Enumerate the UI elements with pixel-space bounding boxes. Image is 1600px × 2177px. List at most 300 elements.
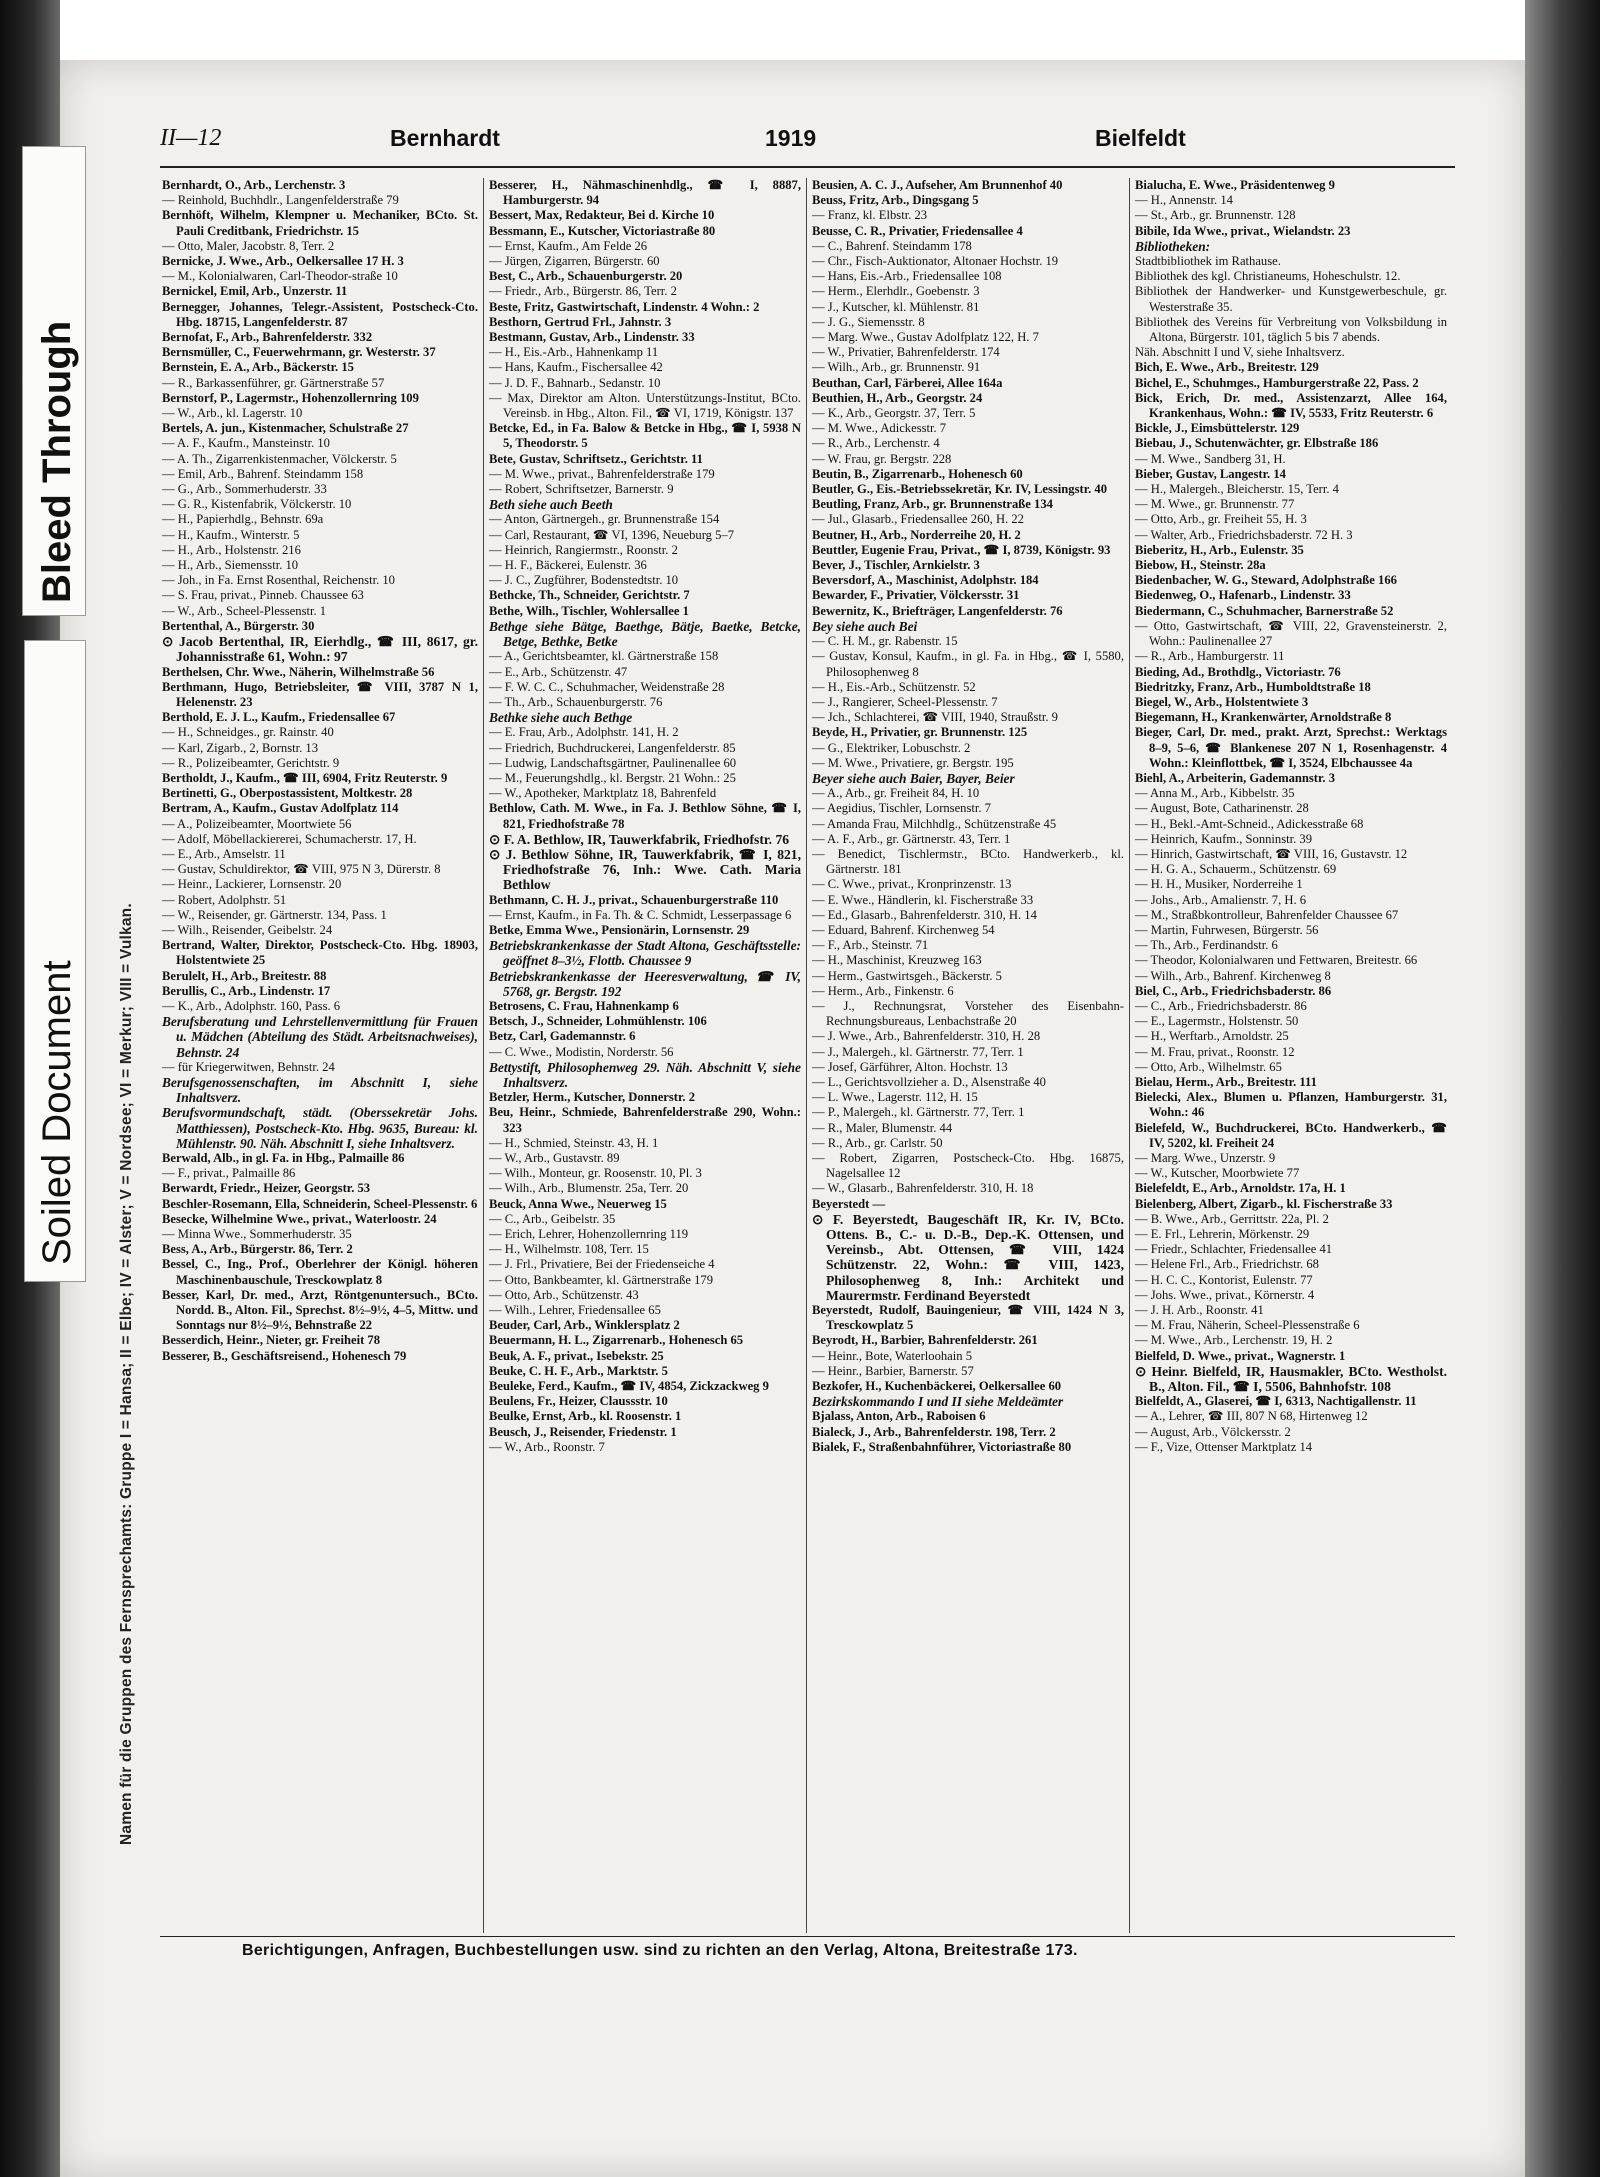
directory-entry: — Chr., Fisch-Auktionator, Altonaer Hochstr. 19 [812, 254, 1059, 269]
directory-entry: — H., Bekl.-Amt-Schneid., Adickesstraße 68 [1135, 816, 1364, 831]
directory-entry: Bieberitz, H., Arb., Eulenstr. 35 [1135, 542, 1304, 557]
directory-entry: — G. R., Kistenfabrik, Völckerstr. 10 [162, 497, 352, 512]
directory-entry: — E., Arb., Schützenstr. 47 [489, 664, 628, 679]
directory-entry: — W., Arb., kl. Lagerstr. 10 [162, 406, 303, 421]
directory-entry: — Eduard, Bahrenf. Kirchenweg 54 [812, 922, 995, 937]
directory-entry: — Marg. Wwe., Unzerstr. 9 [1135, 1151, 1276, 1165]
directory-entry: — W. Frau, gr. Bergstr. 228 [812, 451, 952, 466]
directory-entry: Biedenweg, O., Hafenarb., Lindenstr. 33 [1135, 588, 1351, 603]
directory-entry: Bibile, Ida Wwe., privat., Wielandstr. 23 [1135, 223, 1351, 238]
directory-entry: — J., Rechnungsrat, Vorsteher des Eisenbahn-Rechnungsbureaus, Lenbachstraße 20 [812, 998, 1124, 1029]
directory-entry: — Franz, kl. Elbstr. 23 [812, 208, 928, 223]
directory-entry: Beulens, Fr., Heizer, Claussstr. 10 [489, 1394, 668, 1409]
directory-entry: — H., Maschinist, Kreuzweg 163 [812, 953, 982, 968]
directory-entry: Bieding, Ad., Brothdlg., Victoriastr. 76 [1135, 664, 1341, 679]
directory-entry: Biegemann, H., Krankenwärter, Arnoldstraße 8 [1135, 710, 1392, 725]
directory-entry: Beuk, A. F., privat., Isebekstr. 25 [489, 1348, 664, 1363]
publisher-note: Berichtigungen, Anfragen, Buchbestellungen usw. sind zu richten an den Verlag, Altona, Breitestraße 173. [242, 1942, 1078, 1959]
directory-entry: — R., Maler, Blumenstr. 44 [812, 1120, 953, 1135]
directory-entry: Beuthien, H., Arb., Georgstr. 24 [812, 390, 983, 405]
directory-entry: — J. C., Zugführer, Bodenstedtstr. 10 [489, 573, 679, 588]
directory-entry: Beyerstedt — [812, 1196, 886, 1211]
advertisement-entry: ⊙ J. Bethlow Söhne, IR, Tauwerkfabrik, ☎ I, 821, Friedhofstraße 76, Inh.: Wwe. Cath. Maria Bethlow [489, 846, 801, 893]
directory-entry: — für Kriegerwitwen, Behnstr. 24 [162, 1059, 335, 1074]
directory-entry: — G., Arb., Sommerhuderstr. 33 [162, 482, 327, 497]
directory-entry: — H. C. C., Kontorist, Eulenstr. 77 [1135, 1272, 1313, 1287]
directory-entry: — H. G. A., Schauerm., Schützenstr. 69 [1135, 862, 1337, 877]
directory-entry: — F., privat., Palmaille 86 [162, 1166, 296, 1181]
directory-entry: Bialucha, E. Wwe., Präsidentenweg 9 [1135, 178, 1335, 192]
section-heading: Berufsvormundschaft, städt. (Oberssekretär Johs. Matthiessen), Postscheck-Kto. Hbg. 9635, Bureau: kl. Mühlenstr. 90. Näh. Abschnitt I, siehe Inhaltsverz. [162, 1105, 478, 1151]
directory-entry: Besecke, Wilhelmine Wwe., privat., Waterloostr. 24 [162, 1211, 437, 1226]
directory-entry: — M. Wwe., privat., Bahrenfelderstraße 179 [489, 466, 715, 481]
directory-entry: — R., Arb., gr. Carlstr. 50 [812, 1135, 943, 1150]
section-heading: Bethke siehe auch Bethge [489, 710, 633, 726]
directory-entry: Biedenbacher, W. G., Steward, Adolphstraße 166 [1135, 573, 1397, 588]
directory-entry: Betsch, J., Schneider, Lohmühlenstr. 106 [489, 1014, 707, 1029]
directory-entry: — F., Vize, Ottenser Marktplatz 14 [1135, 1439, 1313, 1454]
page-number: II—12 [160, 125, 222, 151]
directory-entry: — Marg. Wwe., Gustav Adolfplatz 122, H. 7 [812, 330, 1039, 345]
directory-entry: — August, Bote, Catharinenstr. 28 [1135, 801, 1309, 816]
directory-entry: Bichel, E., Schuhmges., Hamburgerstraße 22, Pass. 2 [1135, 375, 1419, 390]
section-heading: Beyer siehe auch Baier, Bayer, Beier [812, 770, 1015, 786]
section-heading: Bettystift, Philosophenweg 29. Näh. Abschnitt V, siehe Inhaltsverz. [489, 1059, 801, 1090]
directory-entry: — Friedr., Arb., Bürgerstr. 86, Terr. 2 [489, 284, 677, 299]
directory-entry: — Wilh., Reisender, Geibelstr. 24 [162, 922, 333, 937]
directory-entry: — W., Reisender, gr. Gärtnerstr. 134, Pass. 1 [162, 907, 387, 922]
directory-entry: — Otto, Maler, Jacobstr. 8, Terr. 2 [162, 238, 335, 253]
directory-entry: Bertram, A., Kaufm., Gustav Adolfplatz 114 [162, 801, 399, 816]
directory-entry: — Herm., Gastwirtsgeh., Bäckerstr. 5 [812, 968, 1002, 983]
directory-entry: — H., Schneidges., gr. Rainstr. 40 [162, 725, 334, 740]
directory-entry: Berwardt, Friedr., Heizer, Georgstr. 53 [162, 1181, 371, 1196]
directory-entry: — Amanda Frau, Milchhdlg., Schützenstraße 45 [812, 816, 1057, 831]
directory-entry: — E. Wwe., Händlerin, kl. Fischerstraße 33 [812, 892, 1034, 907]
directory-entry: — Jürgen, Zigarren, Bürgerstr. 60 [489, 254, 660, 269]
directory-entry: — A. Th., Zigarrenkistenmacher, Völckerstr. 5 [162, 451, 397, 466]
directory-entry: Bielfeldt, A., Glaserei, ☎ I, 6313, Nachtigallenstr. 11 [1135, 1394, 1417, 1409]
section-heading: Bibliotheken: [1135, 238, 1211, 254]
directory-entry: — Hinrich, Gastwirtschaft, ☎ VIII, 16, Gustavstr. 12 [1135, 846, 1408, 861]
directory-entry: Beutner, H., Arb., Norderreihe 20, H. 2 [812, 527, 1021, 542]
left-keyword: Bernhardt [390, 125, 500, 151]
directory-entry: Beuermann, H. L., Zigarrenarb., Hohenesch 65 [489, 1333, 744, 1348]
directory-entry: — H., Arb., Siemensstr. 10 [162, 558, 299, 573]
directory-entry: Bertrand, Walter, Direktor, Postscheck-Cto. Hbg. 18903, Holstentwiete 25 [162, 938, 478, 968]
directory-entry: Stadtbibliothek im Rathause. [1135, 254, 1281, 269]
directory-entry: Bewarder, F., Privatier, Völckersstr. 31 [812, 588, 1020, 603]
section-heading: Bey siehe auch Bei [812, 618, 918, 634]
directory-entry: — Martin, Fuhrwesen, Bürgerstr. 56 [1135, 922, 1319, 937]
directory-entry: Beversdorf, A., Maschinist, Adolphstr. 184 [812, 573, 1039, 588]
directory-entry: — Th., Arb., Ferdinandstr. 6 [1135, 938, 1278, 953]
directory-entry: — H., Schmied, Steinstr. 43, H. 1 [489, 1135, 659, 1150]
directory-entry: — A. F., Arb., gr. Gärtnerstr. 43, Terr. 1 [812, 831, 1011, 846]
directory-entry: — J., Rangierer, Scheel-Plessenstr. 7 [812, 694, 998, 709]
directory-entry: Beyrodt, H., Barbier, Bahrenfelderstr. 261 [812, 1333, 1038, 1348]
directory-entry: Bialek, F., Straßenbahnführer, Victoriastraße 80 [812, 1439, 1072, 1454]
directory-entry: — B. Wwe., Arb., Gerrittstr. 22a, Pl. 2 [1135, 1211, 1329, 1226]
directory-entry: Berullis, C., Arb., Lindenstr. 17 [162, 983, 331, 998]
directory-entry: — H., Wilhelmstr. 108, Terr. 15 [489, 1242, 649, 1257]
advertisement-entry: ⊙ F. Beyerstedt, Baugeschäft IR, Kr. IV, BCto. Ottens. B., C.- u. D.-B., Dep.-K. Ottensen, und Vereinsb., Abt. Ottensen, ☎ VIII, 1424 Schützenstr. 22, Wohn.: ☎ VIII, 1423, Philosophenweg 8, Inh.: Architekt und Maurermstr. Ferdinand Beyerstedt [812, 1211, 1124, 1303]
directory-entry: — Friedrich, Buchdruckerei, Langenfelderstr. 85 [489, 740, 736, 755]
directory-entry: Beste, Fritz, Gastwirtschaft, Lindenstr. 4 Wohn.: 2 [489, 299, 760, 314]
directory-entry: — Reinhold, Buchhdlr., Langenfelderstraße 79 [162, 193, 399, 208]
directory-entry: — A. F., Kaufm., Mansteinstr. 10 [162, 436, 330, 451]
directory-entry: Betrosens, C. Frau, Hahnenkamp 6 [489, 998, 679, 1013]
directory-entry: — Ernst, Kaufm., in Fa. Th. & C. Schmidt, Lesserpassage 6 [489, 907, 792, 922]
directory-entry: Beuck, Anna Wwe., Neuerweg 15 [489, 1196, 667, 1211]
directory-entry: Bewernitz, K., Briefträger, Langenfelderstr. 76 [812, 603, 1063, 618]
directory-entry: — Otto, Arb., gr. Freiheit 55, H. 3 [1135, 512, 1307, 527]
section-heading: Betriebskrankenkasse der Stadt Altona, Geschäftsstelle: geöffnet 8–3½, Flottb. Chaussee 9 [489, 938, 801, 969]
section-heading: Beth siehe auch Beeth [489, 497, 613, 513]
directory-entry: — M. Frau, Näherin, Scheel-Plessenstraße 6 [1135, 1318, 1360, 1333]
directory-entry: — R., Polizeibeamter, Gerichtstr. 9 [162, 755, 340, 770]
directory-entry: — M. Wwe., Privatiere, gr. Bergstr. 195 [812, 755, 1014, 770]
directory-entry: — H., Arb., Holstenstr. 216 [162, 542, 301, 557]
directory-entry: — Ludwig, Landschaftsgärtner, Paulinenallee 60 [489, 755, 737, 770]
directory-entry: Bich, E. Wwe., Arb., Breitestr. 129 [1135, 360, 1319, 375]
directory-entry: — Wilh., Monteur, gr. Roosenstr. 10, Pl. 3 [489, 1166, 702, 1181]
directory-entry: Bernstorf, P., Lagermstr., Hohenzollernring 109 [162, 390, 419, 405]
directory-entry: — Herm., Arb., Finkenstr. 6 [812, 983, 954, 998]
directory-entry: — Johs. Wwe., privat., Körnerstr. 4 [1135, 1287, 1315, 1302]
scan-shadow-right [1525, 0, 1600, 2177]
directory-entry: — M. Wwe., gr. Brunnenstr. 77 [1135, 497, 1295, 512]
directory-entry: Bick, Erich, Dr. med., Assistenzarzt, Allee 164, Krankenhaus, Wohn.: ☎ IV, 5533, Fritz Reuterstr. 6 [1135, 390, 1447, 421]
directory-entry: — L., Gerichtsvollzieher a. D., Alsenstraße 40 [812, 1074, 1046, 1089]
directory-entry: — L. Wwe., Lagerstr. 112, H. 15 [812, 1090, 978, 1105]
directory-column-3 [806, 178, 1129, 1933]
directory-entry: — H., Eis.-Arb., Schützenstr. 52 [812, 679, 976, 694]
directory-entry: Beschler-Rosemann, Ella, Schneiderin, Scheel-Plessenstr. 6 [162, 1196, 478, 1211]
directory-entry: — Max, Direktor am Alton. Unterstützungs-Institut, BCto. Vereinsb. in Hbg., Alton. Fil., ☎ VI, 1719, Königstr. 137 [489, 390, 801, 421]
directory-entry: Bjalass, Anton, Arb., Raboisen 6 [812, 1409, 986, 1424]
directory-entry: Bieber, Gustav, Langestr. 14 [1135, 466, 1286, 481]
directory-entry: — H., Annenstr. 14 [1135, 193, 1233, 208]
directory-entry: — Ed., Glasarb., Bahrenfelderstr. 310, H. 14 [812, 907, 1037, 922]
directory-entry: — Robert, Schriftsetzer, Barnerstr. 9 [489, 482, 674, 497]
directory-entry: Bever, J., Tischler, Arnkielstr. 3 [812, 558, 980, 573]
directory-entry: Besserdich, Heinr., Nieter, gr. Freiheit 78 [162, 1333, 381, 1348]
directory-entry: Bielenberg, Albert, Zigarb., kl. Fischerstraße 33 [1135, 1196, 1393, 1211]
directory-entry: — J. Frl., Privatiere, Bei der Friedenseiche 4 [489, 1257, 715, 1272]
directory-entry: Biehl, A., Arbeiterin, Gademannstr. 3 [1135, 770, 1335, 785]
directory-entry: — J. Wwe., Arb., Bahrenfelderstr. 310, H. 28 [812, 1029, 1041, 1044]
directory-entry: Beuleke, Ferd., Kaufm., ☎ IV, 4854, Zickzackweg 9 [489, 1379, 769, 1394]
section-heading: Betriebskrankenkasse der Heeresverwaltung, ☎ IV, 5768, gr. Bergstr. 192 [489, 968, 801, 999]
directory-entry: — Gustav, Konsul, Kaufm., in gl. Fa. in Hbg., ☎ I, 5580, Philosophenweg 8 [812, 649, 1124, 679]
directory-entry: — Herm., Elerhdlr., Goebenstr. 3 [812, 284, 980, 299]
directory-entry: — M. Wwe., Sandberg 31, H. [1135, 451, 1286, 466]
directory-entry: — R., Arb., Hamburgerstr. 11 [1135, 649, 1285, 664]
edition-year: 1919 [765, 125, 817, 151]
directory-entry: — Friedr., Schlachter, Friedensallee 41 [1135, 1242, 1333, 1257]
directory-entry: Bielefeldt, E., Arb., Arnoldstr. 17a, H. 1 [1135, 1181, 1346, 1196]
directory-entry: — Gustav, Schuldirektor, ☎ VIII, 975 N 3, Dürerstr. 8 [162, 862, 441, 877]
directory-entry: — A., Lehrer, ☎ III, 807 N 68, Hirtenweg 12 [1135, 1409, 1368, 1424]
directory-entry: — M., Straßbkontrolleur, Bahrenfelder Chaussee 67 [1135, 907, 1399, 922]
directory-entry: Bernickel, Emil, Arb., Unzerstr. 11 [162, 284, 348, 299]
directory-entry: — F., Arb., Steinstr. 71 [812, 938, 929, 953]
directory-entry: Berthelsen, Chr. Wwe., Näherin, Wilhelmstraße 56 [162, 664, 435, 679]
directory-entry: Bialeck, J., Arb., Bahrenfelderstr. 198, Terr. 2 [812, 1424, 1056, 1439]
directory-entry: Bibliothek des Vereins für Verbreitung von Volksbildung in Altona, Bürgerstr. 101, täglich 5 bis 7 abends. [1135, 314, 1447, 345]
directory-entry: — Hans, Eis.-Arb., Friedensallee 108 [812, 269, 1002, 284]
directory-entry: Betcke, Ed., in Fa. Balow & Betcke in Hbg., ☎ I, 5938 N 5, Theodorstr. 5 [489, 421, 801, 451]
directory-entry: Bessert, Max, Redakteur, Bei d. Kirche 10 [489, 208, 715, 223]
directory-entry: — P., Malergeh., kl. Gärtnerstr. 77, Terr. 1 [812, 1105, 1025, 1120]
bleed-through-label-text: Bleed Through [35, 320, 79, 603]
directory-entry: Näh. Abschnitt I und V, siehe Inhaltsverz. [1135, 345, 1345, 360]
directory-entry: — Otto, Arb., Schützenstr. 43 [489, 1287, 639, 1302]
section-heading: Berufsberatung und Lehrstellenvermittlung für Frauen u. Mädchen (Abteilung des Städt. Arbeitsnachweises), Behnstr. 24 [162, 1014, 478, 1060]
directory-entry: — W., Glasarb., Bahrenfelderstr. 310, H. 18 [812, 1181, 1034, 1196]
directory-entry: — M. Wwe., Arb., Lerchenstr. 19, H. 2 [1135, 1333, 1333, 1348]
directory-entry: — W., Kutscher, Moorbwiete 77 [1135, 1166, 1300, 1181]
directory-entry: — M. Frau, privat., Roonstr. 12 [1135, 1044, 1295, 1059]
directory-entry: — Johs., Arb., Amalienstr. 7, H. 6 [1135, 892, 1307, 907]
directory-entry: — A., Polizeibeamter, Moortwiete 56 [162, 816, 352, 831]
directory-entry: Bernofat, F., Arb., Bahrenfelderstr. 332 [162, 330, 373, 345]
directory-entry: — Robert, Adolphstr. 51 [162, 892, 287, 907]
directory-entry: — M., Kolonialwaren, Carl-Theodor-straße 10 [162, 269, 398, 284]
directory-entry: — Minna Wwe., Sommerhuderstr. 35 [162, 1227, 352, 1242]
directory-entry: — W., Arb., Roonstr. 7 [489, 1439, 605, 1454]
advertisement-entry: ⊙ Heinr. Bielfeld, IR, Hausmakler, BCto. Westholst. B., Alton. Fil., ☎ I, 5506, Bahnhofstr. 108 [1135, 1363, 1447, 1395]
directory-column-1 [160, 178, 483, 1933]
directory-entry: — Hans, Kaufm., Fischersallee 42 [489, 360, 663, 375]
directory-entry: Bernicke, J. Wwe., Arb., Oelkersallee 17 H. 3 [162, 254, 404, 269]
directory-entry: — M., Feuerungshdlg., kl. Bergstr. 21 Wohn.: 25 [489, 770, 736, 785]
directory-entry: Besserer, H., Nähmaschinenhdlg., ☎ I, 8887, Hamburgerstr. 94 [489, 178, 801, 208]
directory-entry: — K., Arb., Adolphstr. 160, Pass. 6 [162, 998, 341, 1013]
directory-entry: — E. Frl., Lehrerin, Mörkenstr. 29 [1135, 1227, 1310, 1242]
telephone-groups-text: Namen für die Gruppen des Fernsprechamts: Gruppe I = Hansa; II = Elbe; IV = Alster; V = Nordsee; VI = Merkur; VIII = Vulkan. [118, 903, 135, 1845]
directory-entry: — Heinr., Barbier, Barnerstr. 57 [812, 1363, 974, 1378]
directory-entry: — Ernst, Kaufm., Am Felde 26 [489, 238, 648, 253]
directory-entry: — W., Apotheker, Marktplatz 18, Bahrenfeld [489, 786, 717, 801]
directory-entry: Beusse, C. R., Privatier, Friedensallee 4 [812, 223, 1023, 238]
directory-entry: — H. F., Bäckerei, Eulenstr. 36 [489, 558, 647, 573]
directory-entry: — Wilh., Arb., gr. Brunnenstr. 91 [812, 360, 981, 375]
directory-entry: — Carl, Restaurant, ☎ VI, 1396, Neueburg 5–7 [489, 527, 735, 542]
directory-entry: — H., Kaufm., Winterstr. 5 [162, 527, 300, 542]
section-heading: Bethge siehe Bätge, Baethge, Bätje, Baetke, Betcke, Betge, Bethke, Betke [489, 618, 801, 650]
directory-entry: — F. W. C. C., Schuhmacher, Weidenstraße 28 [489, 679, 725, 694]
directory-entry: Bielecki, Alex., Blumen u. Pflanzen, Hamburgerstr. 31, Wohn.: 46 [1135, 1090, 1447, 1120]
directory-entry: — St., Arb., gr. Brunnenstr. 128 [1135, 208, 1296, 223]
directory-entry: — Walter, Arb., Friedrichsbaderstr. 72 H. 3 [1135, 527, 1353, 542]
directory-entry: — C., Bahrenf. Steindamm 178 [812, 238, 972, 253]
directory-entry: Bethmann, C. H. J., privat., Schauenburgerstraße 110 [489, 892, 779, 907]
directory-entry: Bess, A., Arb., Bürgerstr. 86, Terr. 2 [162, 1242, 353, 1257]
soiled-document-label-text: Soiled Document [35, 960, 79, 1265]
directory-entry: — J., Malergeh., kl. Gärtnerstr. 77, Terr. 1 [812, 1044, 1024, 1059]
directory-entry: — Adolf, Möbellackiererei, Schumacherstr. 17, H. [162, 831, 417, 846]
directory-entry: Biebau, J., Schutenwächter, gr. Elbstraße 186 [1135, 436, 1379, 451]
directory-entry: Bessel, C., Ing., Prof., Oberlehrer der Königl. höheren Maschinenbauschule, Tresckowplatz 8 [162, 1257, 478, 1287]
directory-entry: — C., Arb., Friedrichsbaderstr. 86 [1135, 998, 1307, 1013]
directory-entry: — C. Wwe., privat., Kronprinzenstr. 13 [812, 877, 1012, 892]
directory-entry: — Otto, Gastwirtschaft, ☎ VIII, 22, Gravensteinerstr. 2, Wohn.: Paulinenallee 27 [1135, 618, 1447, 649]
directory-entry: Bete, Gustav, Schriftsetz., Gerichtstr. 11 [489, 451, 703, 466]
directory-entry: Beyerstedt, Rudolf, Bauingenieur, ☎ VIII, 1424 N 3, Tresckowplatz 5 [812, 1303, 1124, 1333]
directory-entry: Besthorn, Gertrud Frl., Jahnstr. 3 [489, 314, 672, 329]
directory-entry: — K., Arb., Georgstr. 37, Terr. 5 [812, 406, 976, 421]
directory-entry: — M. Wwe., Adickesstr. 7 [812, 421, 947, 436]
directory-entry: — C. Wwe., Modistin, Norderstr. 56 [489, 1044, 674, 1059]
directory-entry: — Heinr., Bote, Waterloohain 5 [812, 1348, 972, 1363]
advertisement-entry: ⊙ Jacob Bertenthal, IR, Eierhdlg., ☎ III, 8617, gr. Johannisstraße 61, Wohn.: 97 [162, 634, 478, 665]
directory-entry: — E. Frau, Arb., Adolphstr. 141, H. 2 [489, 725, 679, 740]
directory-entry: — Heinrich, Kaufm., Sonninstr. 39 [1135, 831, 1312, 846]
directory-entry: Biedermann, C., Schuhmacher, Barnerstraße 52 [1135, 603, 1394, 618]
directory-entry: — Emil, Arb., Bahrenf. Steindamm 158 [162, 466, 364, 481]
right-keyword: Bielfeldt [1095, 125, 1186, 151]
directory-entry: — Otto, Bankbeamter, kl. Gärtnerstraße 179 [489, 1272, 714, 1287]
directory-entry: Beusien, A. C. J., Aufseher, Am Brunnenhof 40 [812, 178, 1063, 192]
directory-entry: Beutler, G., Eis.-Betriebssekretär, Kr. IV, Lessingstr. 40 [812, 482, 1108, 497]
directory-entry: — S. Frau, privat., Pinneb. Chaussee 63 [162, 588, 364, 603]
directory-entry: Biel, C., Arb., Friedrichsbaderstr. 86 [1135, 983, 1332, 998]
directory-entry: Bielfeld, D. Wwe., privat., Wagnerstr. 1 [1135, 1348, 1346, 1363]
directory-entry: Bibliothek des kgl. Christianeums, Hoheschulstr. 12. [1135, 269, 1401, 284]
directory-entry: Berthold, E. J. L., Kaufm., Friedensallee 67 [162, 710, 396, 725]
directory-entry: Bezkofer, H., Kuchenbäckerei, Oelkersallee 60 [812, 1379, 1062, 1394]
telephone-groups-strip [118, 255, 142, 1845]
page-header [160, 125, 1455, 159]
directory-entry: Bernhardt, O., Arb., Lerchenstr. 3 [162, 178, 346, 192]
directory-entry: — Jul., Glasarb., Friedensallee 260, H. 22 [812, 512, 1024, 527]
directory-entry: — H., Malergeh., Bleicherstr. 15, Terr. 4 [1135, 482, 1339, 497]
directory-entry: — J. H. Arb., Roonstr. 41 [1135, 1303, 1264, 1318]
directory-entry: — Heinrich, Rangiermstr., Roonstr. 2 [489, 542, 678, 557]
directory-entry: Bestmann, Gustav, Arb., Lindenstr. 33 [489, 330, 695, 345]
directory-entry: — G., Elektriker, Lobuschstr. 2 [812, 740, 971, 755]
directory-entry: Bernsmüller, C., Feuerwehrmann, gr. Westerstr. 37 [162, 345, 436, 360]
directory-entry: Beu, Heinr., Schmiede, Bahrenfelderstraße 290, Wohn.: 323 [489, 1105, 801, 1135]
directory-entry: — H., Werftarb., Arnoldstr. 25 [1135, 1029, 1289, 1044]
directory-entry: Bertinetti, G., Oberpostassistent, Moltkestr. 28 [162, 786, 413, 801]
directory-entry: — W., Arb., Gustavstr. 89 [489, 1151, 620, 1165]
directory-entry: — Karl, Zigarb., 2, Bornstr. 13 [162, 740, 319, 755]
directory-entry: — Otto, Arb., Wilhelmstr. 65 [1135, 1059, 1282, 1074]
directory-entry: — E., Lagermstr., Holstenstr. 50 [1135, 1014, 1299, 1029]
directory-entry: Best, C., Arb., Schauenburgerstr. 20 [489, 269, 683, 284]
directory-entry: Berwald, Alb., in gl. Fa. in Hbg., Palmaille 86 [162, 1151, 405, 1165]
directory-entry: — C. H. M., gr. Rabenstr. 15 [812, 634, 958, 649]
directory-entry: Bieger, Carl, Dr. med., prakt. Arzt, Sprechst.: Werktags 8–9, 5–6, ☎ Blankenese 207 N 1, Rosenhagenstr. 4 Wohn.: Kleinflottbek, ☎ I, 3524, Elbchaussee 4a [1135, 725, 1447, 770]
directory-entry: Betke, Emma Wwe., Pensionärin, Lornsenstr. 29 [489, 922, 750, 937]
header-rule [160, 166, 1455, 168]
directory-entry: Bernstein, E. A., Arb., Bäckerstr. 15 [162, 360, 354, 375]
directory-entry: Betz, Carl, Gademannstr. 6 [489, 1029, 636, 1044]
directory-entry: — Th., Arb., Schauenburgerstr. 76 [489, 694, 663, 709]
directory-entry: — H., Eis.-Arb., Hahnenkamp 11 [489, 345, 659, 360]
directory-entry: Biebow, H., Steinstr. 28a [1135, 558, 1266, 573]
section-heading: Berufsgenossenschaften, im Abschnitt I, siehe Inhaltsverz. [162, 1074, 478, 1106]
directory-entry: Beyde, H., Privatier, gr. Brunnenstr. 125 [812, 725, 1028, 740]
directory-entry: Beuthan, Carl, Färberei, Allee 164a [812, 375, 1003, 390]
directory-entry: — Aegidius, Tischler, Lornsenstr. 7 [812, 801, 991, 816]
directory-entry: Bibliothek der Handwerker- und Kunstgewerbeschule, gr. Westerstraße 35. [1135, 284, 1447, 314]
footer-rule [160, 1936, 1455, 1937]
directory-entry: Beutling, Franz, Arb., gr. Brunnenstraße 134 [812, 497, 1053, 512]
directory-column-4 [1129, 178, 1452, 1933]
directory-entry: Bertels, A. jun., Kistenmacher, Schulstraße 27 [162, 421, 409, 436]
directory-entry: — J., Kutscher, kl. Mühlenstr. 81 [812, 299, 980, 314]
directory-entry: Besserer, B., Geschäftsreisend., Hohenesch 79 [162, 1348, 407, 1363]
section-heading: Bezirkskommando I und II siehe Meldeämter [812, 1394, 1064, 1410]
directory-entry: Berulelt, H., Arb., Breitestr. 88 [162, 968, 327, 983]
directory-entry: — C., Arb., Geibelstr. 35 [489, 1211, 616, 1226]
directory-entry: — Theodor, Kolonialwaren und Fettwaren, Breitestr. 66 [1135, 953, 1418, 968]
directory-entry: Bethlow, Cath. M. Wwe., in Fa. J. Bethlow Söhne, ☎ I, 821, Friedhofstraße 78 [489, 801, 801, 831]
directory-entry: — H. H., Musiker, Norderreihe 1 [1135, 877, 1303, 892]
directory-entry: Bertenthal, A., Bürgerstr. 30 [162, 618, 315, 633]
directory-entry: — Erich, Lehrer, Hohenzollernring 119 [489, 1227, 689, 1242]
directory-entry: — Anna M., Arb., Kibbelstr. 35 [1135, 786, 1295, 801]
directory-entry: — Wilh., Lehrer, Friedensallee 65 [489, 1303, 661, 1318]
directory-entry: Beuttler, Eugenie Frau, Privat., ☎ I, 8739, Königstr. 93 [812, 542, 1111, 557]
directory-columns [160, 178, 1455, 1933]
directory-entry: Biedritzky, Franz, Arb., Humboldtstraße 18 [1135, 679, 1371, 694]
directory-entry: — W., Privatier, Bahrenfelderstr. 174 [812, 345, 1000, 360]
directory-entry: Beulke, Ernst, Arb., kl. Roosenstr. 1 [489, 1409, 682, 1424]
directory-entry: Bethcke, Th., Schneider, Gerichtstr. 7 [489, 588, 690, 603]
directory-entry: — Anton, Gärtnergeh., gr. Brunnenstraße 154 [489, 512, 720, 527]
advertisement-entry: ⊙ F. A. Bethlow, IR, Tauwerkfabrik, Friedhofstr. 76 [489, 831, 790, 847]
directory-entry: — Helene Frl., Arb., Friedrichstr. 68 [1135, 1257, 1319, 1272]
directory-entry: Beuke, C. H. F., Arb., Marktstr. 5 [489, 1363, 668, 1378]
directory-entry: — Josef, Gärführer, Alton. Hochstr. 13 [812, 1059, 1008, 1074]
directory-entry: Beusch, J., Reisender, Friedenstr. 1 [489, 1424, 677, 1439]
directory-entry: — H., Papierhdlg., Behnstr. 69a [162, 512, 324, 527]
directory-entry: — J. D. F., Bahnarb., Sedanstr. 10 [489, 375, 661, 390]
directory-entry: — Benedict, Tischlermstr., BCto. Handwerkerb., kl. Gärtnerstr. 181 [812, 846, 1124, 877]
directory-entry: Bernegger, Johannes, Telegr.-Assistent, Postscheck-Cto. Hbg. 18715, Langenfelderstr. 87 [162, 299, 478, 329]
directory-column-2 [483, 178, 806, 1933]
directory-entry: — E., Arb., Amselstr. 11 [162, 846, 286, 861]
directory-entry: Bernhöft, Wilhelm, Klempner u. Mechaniker, BCto. St. Pauli Creditbank, Friedrichstr. 15 [162, 208, 478, 238]
directory-entry: Biegel, W., Arb., Holstentwiete 3 [1135, 694, 1309, 709]
directory-entry: — Joh., in Fa. Ernst Rosenthal, Reichenstr. 10 [162, 573, 395, 588]
directory-entry: Berthmann, Hugo, Betriebsleiter, ☎ VIII, 3787 N 1, Helenenstr. 23 [162, 679, 478, 709]
directory-entry: — R., Barkassenführer, gr. Gärtnerstraße 57 [162, 375, 385, 390]
directory-entry: Beuder, Carl, Arb., Winklersplatz 2 [489, 1318, 680, 1333]
directory-entry: Betzler, Herm., Kutscher, Donnerstr. 2 [489, 1090, 696, 1105]
directory-entry: — Jch., Schlachterei, ☎ VIII, 1940, Straußstr. 9 [812, 710, 1058, 725]
directory-entry: Bielefeld, W., Buchdruckerei, BCto. Handwerkerb., ☎ IV, 5202, kl. Freiheit 24 [1135, 1120, 1447, 1150]
soiled-document-label [24, 640, 86, 1282]
directory-entry: — Heinr., Lackierer, Lornsenstr. 20 [162, 877, 342, 892]
directory-entry: — August, Arb., Völckersstr. 2 [1135, 1424, 1291, 1439]
directory-entry: Bessmann, E., Kutscher, Victoriastraße 80 [489, 223, 716, 238]
directory-entry: Bickle, J., Eimsbüttelerstr. 129 [1135, 421, 1300, 436]
directory-entry: — A., Arb., gr. Freiheit 84, H. 10 [812, 786, 980, 801]
directory-entry: Bethe, Wilh., Tischler, Wohlersallee 1 [489, 603, 689, 618]
directory-entry: — Wilh., Arb., Bahrenf. Kirchenweg 8 [1135, 968, 1331, 983]
directory-entry: — Wilh., Arb., Blumenstr. 25a, Terr. 20 [489, 1181, 689, 1196]
directory-entry: — Robert, Zigarren, Postscheck-Cto. Hbg. 16875, Nagelsallee 12 [812, 1151, 1124, 1181]
directory-entry: Beutin, B., Zigarrenarb., Hohenesch 60 [812, 466, 1023, 481]
directory-entry: Bielau, Herm., Arb., Breitestr. 111 [1135, 1074, 1317, 1089]
directory-entry: — W., Arb., Scheel-Plessenstr. 1 [162, 603, 327, 618]
